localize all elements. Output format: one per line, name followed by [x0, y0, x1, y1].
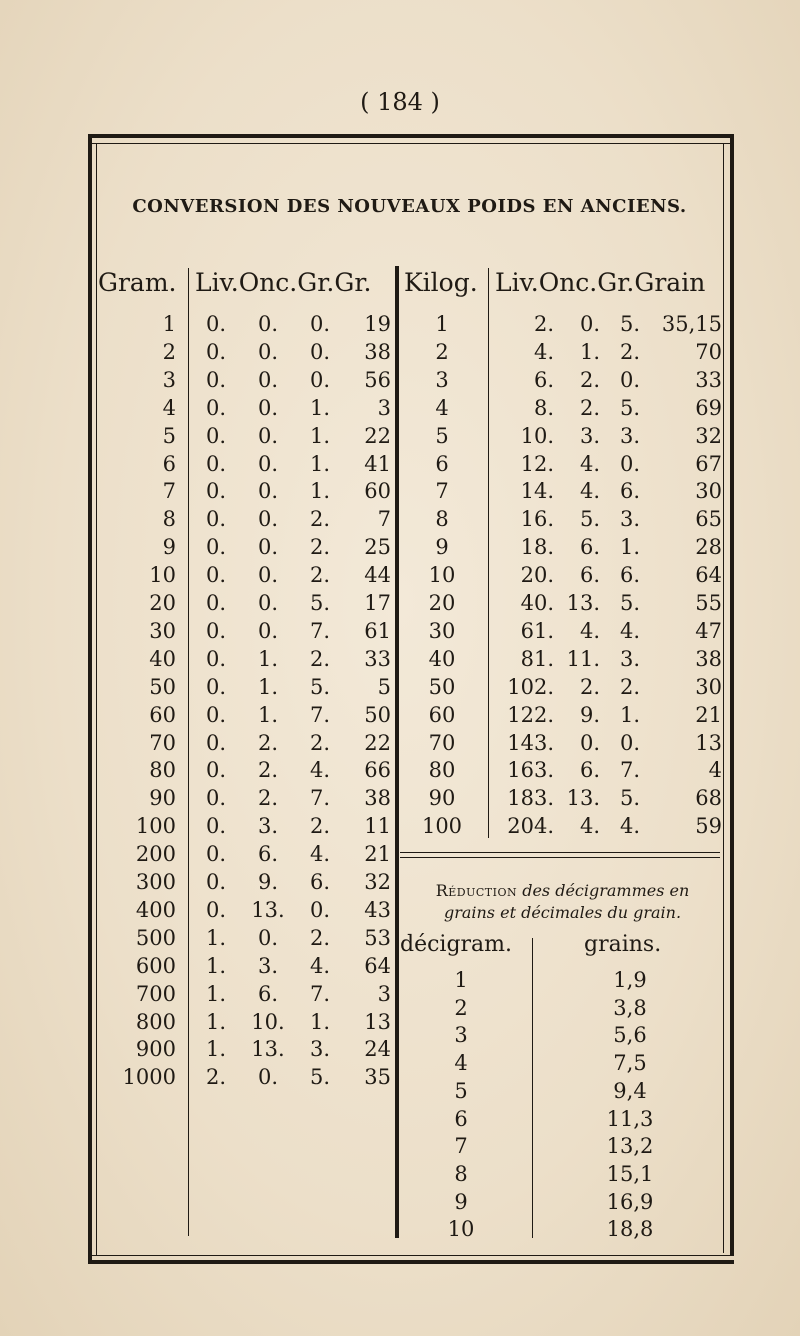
onc-value: 0. [257, 395, 279, 420]
gr-value: 0. [619, 367, 640, 392]
gr-value: 2. [309, 563, 331, 588]
gram-value: 500 [135, 925, 176, 950]
liv-value: 0. [205, 535, 227, 560]
grains-value: 16,9 [606, 1189, 654, 1214]
grains-value: 19 [364, 312, 391, 336]
grains-value: 25 [364, 535, 391, 560]
grains-value: 13,2 [606, 1134, 654, 1159]
gram-value: 400 [135, 897, 176, 922]
header-gram: Gram. [98, 268, 177, 297]
grains-value: 7,5 [613, 1051, 647, 1076]
frame-border-bottom-inner [92, 1255, 730, 1256]
onc-value: 5. [579, 507, 600, 532]
liv-value: 0. [205, 479, 227, 504]
gram-value: 10 [149, 563, 176, 588]
gram-value: 90 [149, 786, 176, 811]
grains-value: 38 [364, 786, 391, 811]
frame-border-left [88, 134, 92, 1264]
grain-value: 69 [695, 395, 722, 420]
liv-value: 1. [205, 1037, 227, 1062]
liv-value: 10. [520, 423, 554, 448]
onc-value: 1. [579, 339, 600, 364]
liv-value: 0. [205, 897, 227, 922]
grain-value: 47 [695, 618, 722, 643]
decigram-value: 4 [454, 1051, 468, 1076]
liv-value: 0. [205, 563, 227, 588]
onc-value: 2. [257, 758, 279, 783]
liv-value: 16. [520, 507, 554, 532]
kilog-value: 40 [428, 646, 456, 671]
liv-value: 81. [520, 646, 554, 671]
gr-value: 1. [309, 451, 331, 476]
kilog-value: 2 [435, 339, 449, 364]
onc-value: 0. [579, 730, 600, 755]
grain-value: 65 [695, 507, 722, 532]
reduction-title [402, 880, 723, 924]
gr-value: 1. [309, 1009, 331, 1034]
onc-value: 4. [579, 814, 600, 839]
grains-value: 3 [377, 395, 391, 420]
gr-value: 7. [309, 786, 331, 811]
kilog-value: 8 [435, 507, 449, 532]
gr-value: 1. [309, 479, 331, 504]
onc-value: 4. [579, 451, 600, 476]
gr-value: 2. [619, 339, 640, 364]
liv-value: 20. [520, 563, 554, 588]
grain-value: 68 [695, 786, 722, 811]
onc-value: 0. [257, 1065, 279, 1090]
gram-value: 900 [135, 1037, 176, 1062]
grains-value: 3,8 [613, 995, 647, 1020]
gr-value: 3. [619, 507, 640, 532]
liv-value: 0. [205, 591, 227, 615]
gr-value: 7. [309, 981, 331, 1006]
grains-value: 56 [364, 367, 391, 392]
gram-value: 600 [135, 953, 176, 978]
liv-value: 163. [507, 758, 554, 783]
onc-value: 13. [566, 591, 600, 615]
gram-value: 3 [162, 367, 176, 392]
liv-value: 12. [520, 451, 554, 476]
gr-value: 3. [619, 423, 640, 448]
gr-value: 0. [309, 312, 331, 336]
frame-border-right-inner [723, 143, 724, 1253]
liv-value: 0. [205, 646, 227, 671]
gr-value: 2. [309, 730, 331, 755]
kilog-value: 50 [428, 674, 456, 699]
decigram-value: 9 [454, 1189, 468, 1214]
liv-value: 2. [533, 312, 554, 336]
grains-value: 3 [377, 981, 391, 1006]
gr-value: 7. [309, 702, 331, 727]
onc-value: 10. [251, 1009, 285, 1034]
header-grains: grains. [584, 932, 662, 957]
kilog-value: 5 [435, 423, 449, 448]
grains-value: 5 [377, 674, 391, 699]
decigram-value: 3 [454, 1023, 468, 1048]
gr-value: 1. [309, 423, 331, 448]
grains-value: 9,4 [613, 1078, 647, 1103]
grain-value: 70 [695, 339, 722, 364]
gram-value: 5 [162, 423, 176, 448]
onc-value: 4. [579, 618, 600, 643]
onc-value: 2. [257, 786, 279, 811]
frame-border-top-inner [88, 143, 734, 144]
onc-value: 2. [579, 395, 600, 420]
decigram-value: 10 [447, 1217, 475, 1242]
liv-value: 0. [205, 702, 227, 727]
gr-value: 5. [619, 786, 640, 811]
frame-border-top [88, 134, 734, 138]
grain-value: 64 [695, 563, 722, 588]
grains-value: 64 [364, 953, 391, 978]
gr-value: 1. [619, 535, 640, 560]
onc-value: 0. [579, 312, 600, 336]
liv-value: 0. [205, 339, 227, 364]
gr-value: 0. [619, 451, 640, 476]
gr-value: 7. [309, 618, 331, 643]
liv-value: 0. [205, 674, 227, 699]
grain-value: 59 [695, 814, 722, 839]
gram-value: 70 [149, 730, 176, 755]
liv-value: 0. [205, 786, 227, 811]
decigram-value: 8 [454, 1161, 468, 1186]
liv-value: 102. [507, 674, 554, 699]
onc-value: 1. [257, 674, 279, 699]
onc-value: 6. [257, 981, 279, 1006]
kilog-value: 1 [435, 312, 449, 336]
gr-value: 0. [309, 897, 331, 922]
liv-value: 0. [205, 507, 227, 532]
grains-value: 60 [364, 479, 391, 504]
gram-value: 800 [135, 1009, 176, 1034]
gr-value: 2. [309, 535, 331, 560]
grain-value: 30 [695, 674, 722, 699]
liv-value: 18. [520, 535, 554, 560]
liv-value: 1. [205, 953, 227, 978]
gram-value: 40 [149, 646, 176, 671]
grains-value: 13 [364, 1009, 391, 1034]
liv-value: 1. [205, 1009, 227, 1034]
column-divider-right [488, 268, 489, 838]
kilog-value: 4 [435, 395, 449, 420]
kilog-value: 3 [435, 367, 449, 392]
liv-value: 2. [205, 1065, 227, 1090]
kilog-value: 30 [428, 618, 456, 643]
liv-value: 0. [205, 842, 227, 867]
frame-border-left-inner [96, 143, 97, 1255]
liv-value: 1. [205, 925, 227, 950]
header-decigram: décigram. [400, 932, 513, 957]
gram-value: 20 [149, 591, 176, 615]
liv-value: 40. [520, 591, 554, 615]
grain-value: 33 [695, 367, 722, 392]
onc-value: 0. [257, 925, 279, 950]
reduction-title-line1: des décigrammes en [522, 881, 690, 900]
gr-value: 5. [619, 312, 640, 336]
onc-value: 13. [251, 897, 285, 922]
gram-value: 60 [149, 702, 176, 727]
onc-value: 6. [579, 535, 600, 560]
liv-value: 183. [507, 786, 554, 811]
gram-value: 2 [162, 339, 176, 364]
gram-value: 700 [135, 981, 176, 1006]
reduction-rule-top-2 [400, 857, 720, 858]
grains-value: 43 [364, 897, 391, 922]
onc-value: 13. [251, 1037, 285, 1062]
liv-value: 0. [205, 367, 227, 392]
frame-border-right [730, 134, 734, 1256]
gr-value: 5. [619, 591, 640, 615]
reduction-title-line2: grains et décimales du grain. [443, 903, 682, 922]
gr-value: 5. [309, 591, 331, 615]
gr-value: 4. [619, 814, 640, 839]
gram-value: 200 [135, 842, 176, 867]
liv-value: 0. [205, 395, 227, 420]
gram-value: 30 [149, 618, 176, 643]
column-divider-center [395, 266, 399, 1238]
liv-value: 122. [507, 702, 554, 727]
gr-value: 3. [619, 646, 640, 671]
onc-value: 1. [257, 646, 279, 671]
onc-value: 3. [257, 814, 279, 839]
header-liv-onc-gr-grain: Liv.Onc.Gr.Grain [495, 268, 706, 297]
grain-value: 21 [695, 702, 722, 727]
gr-value: 2. [309, 646, 331, 671]
grains-value: 35 [364, 1065, 391, 1090]
gr-value: 4. [619, 618, 640, 643]
onc-value: 0. [257, 507, 279, 532]
gr-value: 0. [309, 339, 331, 364]
grains-value: 11 [364, 814, 391, 839]
kilog-value: 6 [435, 451, 449, 476]
liv-value: 0. [205, 758, 227, 783]
grain-value: 28 [695, 535, 722, 560]
onc-value: 6. [257, 842, 279, 867]
onc-value: 1. [257, 702, 279, 727]
gram-value: 9 [162, 535, 176, 560]
grains-value: 22 [364, 730, 391, 755]
grain-value: 32 [695, 423, 722, 448]
kilog-value: 70 [428, 730, 456, 755]
gr-value: 5. [309, 674, 331, 699]
onc-value: 6. [579, 563, 600, 588]
liv-value: 204. [507, 814, 554, 839]
header-liv-onc-gr-gr: Liv.Onc.Gr.Gr. [195, 268, 372, 297]
gr-value: 1. [309, 395, 331, 420]
decigram-value: 2 [454, 995, 468, 1020]
onc-value: 4. [579, 479, 600, 504]
liv-value: 0. [205, 451, 227, 476]
grain-value: 35,15 [661, 312, 722, 336]
table-title: CONVERSION DES NOUVEAUX POIDS EN ANCIENS. [132, 196, 687, 217]
onc-value: 0. [257, 339, 279, 364]
grain-value: 13 [695, 730, 722, 755]
reduction-title-caps: Réduction [435, 881, 518, 900]
grains-value: 38 [364, 339, 391, 364]
gram-value: 100 [135, 814, 176, 839]
gr-value: 4. [309, 953, 331, 978]
grains-value: 7 [377, 507, 391, 532]
grains-value: 24 [364, 1037, 391, 1062]
gr-value: 1. [619, 702, 640, 727]
gram-value: 7 [162, 479, 176, 504]
onc-value: 0. [257, 451, 279, 476]
grains-value: 21 [364, 842, 391, 867]
gr-value: 6. [619, 563, 640, 588]
onc-value: 0. [257, 479, 279, 504]
grains-value: 5,6 [613, 1023, 647, 1048]
liv-value: 143. [507, 730, 554, 755]
grains-value: 15,1 [606, 1161, 654, 1186]
onc-value: 6. [579, 758, 600, 783]
column-divider-left [188, 268, 189, 1236]
gr-value: 5. [309, 1065, 331, 1090]
liv-value: 0. [205, 423, 227, 448]
grains-value: 11,3 [606, 1106, 654, 1131]
liv-value: 8. [533, 395, 554, 420]
grains-value: 33 [364, 646, 391, 671]
onc-value: 3. [257, 953, 279, 978]
kilog-value: 10 [428, 563, 456, 588]
gram-value: 1 [162, 312, 176, 336]
gr-value: 4. [309, 758, 331, 783]
header-kilog: Kilog. [404, 268, 478, 297]
onc-value: 0. [257, 591, 279, 615]
gr-value: 0. [619, 730, 640, 755]
decigram-value: 6 [454, 1106, 468, 1131]
onc-value: 2. [579, 674, 600, 699]
grain-value: 55 [695, 591, 722, 615]
kilog-value: 9 [435, 535, 449, 560]
decigram-value: 7 [454, 1134, 468, 1159]
grains-value: 32 [364, 870, 391, 894]
decigram-value: 1 [454, 968, 468, 992]
gr-value: 4. [309, 842, 331, 867]
gr-value: 2. [309, 814, 331, 839]
grains-value: 61 [364, 618, 391, 643]
grains-value: 53 [364, 925, 391, 950]
gram-value: 1000 [122, 1065, 176, 1090]
gr-value: 6. [619, 479, 640, 504]
grains-value: 22 [364, 423, 391, 448]
onc-value: 2. [579, 367, 600, 392]
onc-value: 0. [257, 618, 279, 643]
reduction-rule-top [400, 852, 720, 853]
onc-value: 13. [566, 786, 600, 811]
kilog-value: 90 [428, 786, 456, 811]
liv-value: 0. [205, 312, 227, 336]
gram-value: 50 [149, 674, 176, 699]
onc-value: 2. [257, 730, 279, 755]
gram-value: 300 [135, 870, 176, 894]
liv-value: 14. [520, 479, 554, 504]
liv-value: 0. [205, 814, 227, 839]
gr-value: 2. [619, 674, 640, 699]
onc-value: 9. [579, 702, 600, 727]
gr-value: 7. [619, 758, 640, 783]
gr-value: 0. [309, 367, 331, 392]
column-divider-reduction [532, 938, 533, 1238]
onc-value: 0. [257, 563, 279, 588]
liv-value: 6. [533, 367, 554, 392]
gram-value: 6 [162, 451, 176, 476]
onc-value: 9. [257, 870, 279, 894]
liv-value: 4. [533, 339, 554, 364]
liv-value: 1. [205, 981, 227, 1006]
grains-value: 50 [364, 702, 391, 727]
kilog-value: 80 [428, 758, 456, 783]
page-number: ( 184 ) [360, 88, 440, 116]
onc-value: 0. [257, 367, 279, 392]
gram-value: 80 [149, 758, 176, 783]
grains-value: 44 [364, 563, 391, 588]
kilog-value: 7 [435, 479, 449, 504]
grains-value: 41 [364, 451, 391, 476]
decigram-value: 5 [454, 1078, 468, 1103]
grain-value: 30 [695, 479, 722, 504]
frame-border-bottom [88, 1260, 734, 1264]
onc-value: 0. [257, 312, 279, 336]
grains-value: 1,9 [613, 968, 647, 992]
grains-value: 17 [364, 591, 391, 615]
grain-value: 67 [695, 451, 722, 476]
kilog-value: 100 [421, 814, 463, 839]
onc-value: 0. [257, 535, 279, 560]
kilog-value: 20 [428, 591, 456, 615]
liv-value: 0. [205, 730, 227, 755]
kilog-value: 60 [428, 702, 456, 727]
liv-value: 0. [205, 870, 227, 894]
grains-value: 18,8 [606, 1217, 654, 1242]
grains-value: 66 [364, 758, 391, 783]
gr-value: 5. [619, 395, 640, 420]
liv-value: 61. [520, 618, 554, 643]
gr-value: 2. [309, 507, 331, 532]
gram-value: 8 [162, 507, 176, 532]
gr-value: 2. [309, 925, 331, 950]
gr-value: 3. [309, 1037, 331, 1062]
grain-value: 38 [695, 646, 722, 671]
liv-value: 0. [205, 618, 227, 643]
gr-value: 6. [309, 870, 331, 894]
onc-value: 0. [257, 423, 279, 448]
gram-value: 4 [162, 395, 176, 420]
grain-value: 4 [708, 758, 722, 783]
onc-value: 3. [579, 423, 600, 448]
onc-value: 11. [566, 646, 600, 671]
